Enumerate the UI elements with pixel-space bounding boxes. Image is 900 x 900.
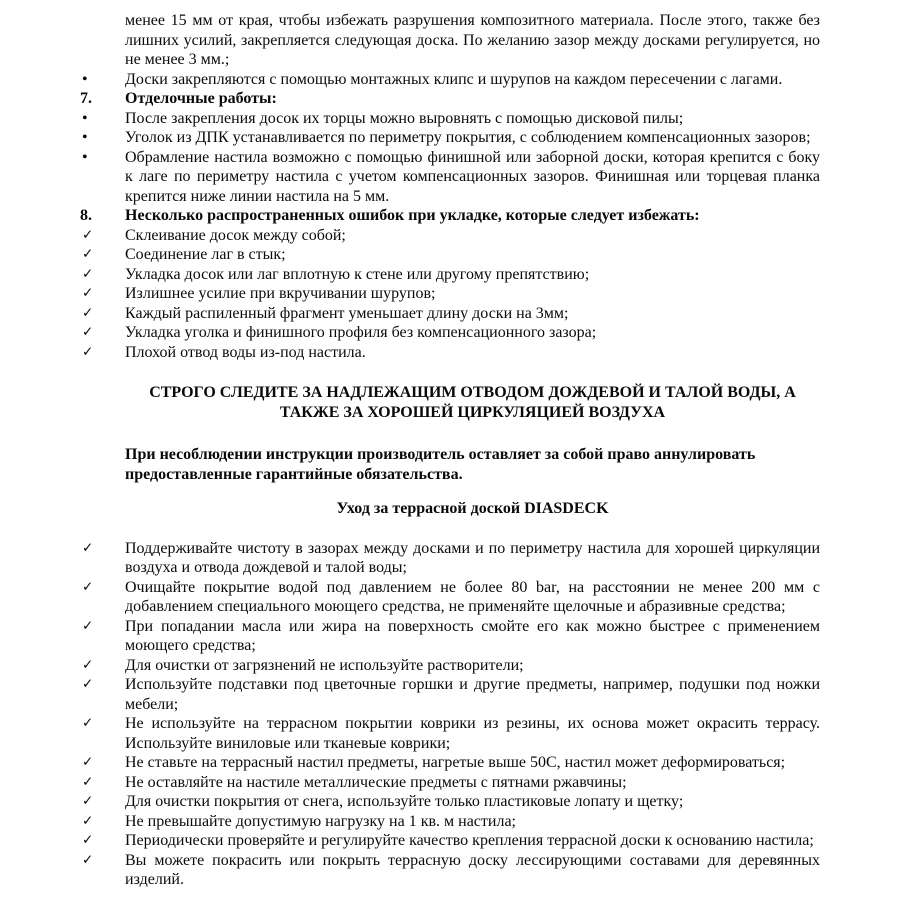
list-item — [80, 812, 820, 832]
list-item-text: Не используйте на террасном покрытии коврики из резины, их основа может окрасить террасу. Используйте виниловые или тканевые коврики; — [125, 715, 820, 752]
list-item — [80, 773, 820, 793]
list-item — [80, 539, 820, 578]
list-item-text: После закрепления досок их торцы можно выровнять с помощью дисковой пилы; — [125, 109, 684, 127]
check-icon: ✓ — [82, 656, 94, 673]
list-item — [80, 851, 820, 890]
list-item — [80, 284, 820, 304]
list-item — [80, 128, 820, 148]
list-item-text: Обрамление настила возможно с помощью финишной или заборной доски, которая крепится с боку к лаге по периметру настила с учетом компенсационных зазоров. Финишная или торцевая планка крепится ниже линии настила на 5 мм. — [125, 148, 820, 205]
list-item — [80, 831, 820, 851]
check-icon: ✓ — [82, 324, 94, 340]
check-icon: ✓ — [82, 812, 94, 829]
list-item-text: Поддерживайте чистоту в зазорах между досками и по периметру настила для хорошей циркуляции воздуха и отвода дождевой и талой воды; — [125, 539, 820, 576]
section-7-number: 7. — [80, 90, 92, 107]
list-item-text: Уголок из ДПК устанавливается по периметру покрытия, с соблюдением компенсационных зазоров; — [125, 129, 811, 146]
list-item-text: Используйте подставки под цветочные горшки и другие предметы, например, подушки под ножки мебели; — [125, 676, 820, 713]
list-item — [80, 675, 820, 714]
section-8-number: 8. — [80, 207, 92, 224]
list-item — [80, 148, 820, 207]
check-icon: ✓ — [82, 343, 94, 360]
check-icon: ✓ — [82, 676, 94, 692]
list-item — [80, 792, 820, 812]
intro-paragraph: менее 15 мм от края, чтобы избежать разрушения композитного материала. После этого, также без лишних усилий, закрепляется следующая доска. По желанию зазор между досками регулируется, но не менее 3 мм.; — [125, 12, 820, 68]
list-item — [80, 578, 820, 617]
list-item — [80, 323, 820, 343]
list-item-text: Периодически проверяйте и регулируйте качество крепления террасной доски к основанию настила; — [125, 832, 814, 849]
list-item-text: При попадании масла или жира на поверхность смойте его как можно быстрее с применением моющего средства; — [125, 617, 820, 654]
check-icon: ✓ — [82, 539, 94, 556]
list-item — [80, 656, 820, 676]
list-item-text: Не ставьте на террасный настил предметы, нагретые выше 50С, настил может деформироваться; — [125, 754, 786, 771]
list-item-text: Не оставляйте на настиле металлические предметы с пятнами ржавчины; — [125, 773, 627, 791]
list-item-text: Укладка уголка и финишного профиля без компенсационного зазора; — [125, 324, 597, 341]
check-icon: ✓ — [82, 285, 94, 301]
list-item — [80, 265, 820, 285]
list-item — [80, 109, 820, 129]
warranty-note: При несоблюдении инструкции производитель оставляет за собой право аннулировать предоставленные гарантийные обязательства. — [125, 446, 756, 483]
bullet-icon: • — [82, 148, 88, 166]
check-icon: ✓ — [82, 773, 94, 790]
list-item-text: Вы можете покрасить или покрыть террасную доску лессирующими составами для деревянных изделий. — [125, 851, 820, 888]
list-item-text: Склеивание досок между собой; — [125, 226, 346, 244]
check-icon: ✓ — [82, 226, 94, 243]
list-item-text: Доски закрепляются с помощью монтажных клипс и шурупов на каждом пересечении с лагами. — [125, 70, 783, 88]
list-item — [80, 245, 820, 265]
list-item-text: Очищайте покрытие водой под давлением не более 80 bar, на расстоянии не менее 200 мм с добавлением специального моющего средства, не применяйте щелочные и абразивные средства; — [125, 578, 820, 615]
list-item — [80, 714, 820, 753]
list-item — [80, 304, 820, 324]
bullet-icon: • — [82, 129, 88, 146]
list-item-text: Каждый распиленный фрагмент уменьшает длину доски на 3мм; — [125, 304, 569, 322]
list-item — [80, 343, 820, 363]
list-item — [80, 70, 820, 90]
check-icon: ✓ — [82, 304, 94, 321]
check-icon: ✓ — [82, 617, 94, 634]
list-item-text: Не превышайте допустимую нагрузку на 1 кв. м настила; — [125, 812, 516, 830]
bullet-icon: • — [82, 70, 88, 88]
check-icon: ✓ — [82, 793, 94, 809]
check-icon: ✓ — [82, 578, 94, 595]
list-item-text: Для очистки покрытия от снега, используйте только пластиковые лопату и щетку; — [125, 793, 684, 810]
bullet-icon: • — [82, 109, 88, 127]
check-icon: ✓ — [82, 754, 94, 770]
list-item-text: Укладка досок или лаг вплотную к стене или другому препятствию; — [125, 265, 590, 283]
list-item — [80, 753, 820, 773]
list-item-text: Соединение лаг в стык; — [125, 246, 286, 263]
section-7-title: Отделочные работы: — [125, 90, 277, 107]
section-7-heading — [80, 89, 820, 109]
check-icon: ✓ — [82, 832, 94, 848]
section-8-title: Несколько распространенных ошибок при укладке, которые следует избежать: — [125, 207, 700, 224]
list-item — [80, 617, 820, 656]
list-item — [80, 226, 820, 246]
care-heading: Уход за террасной доской DIASDECK — [336, 500, 609, 517]
warning-heading: СТРОГО СЛЕДИТЕ ЗА НАДЛЕЖАЩИМ ОТВОДОМ ДОЖДЕВОЙ И ТАЛОЙ ВОДЫ, А ТАКЖЕ ЗА ХОРОШЕЙ ЦИРКУЛЯЦИЕЙ ВОЗДУХА — [149, 384, 796, 421]
list-item-text: Излишнее усилие при вкручивании шурупов; — [125, 285, 436, 302]
document-content — [80, 11, 820, 890]
section-8-heading — [80, 206, 820, 226]
list-item-text: Плохой отвод воды из-под настила. — [125, 343, 366, 361]
check-icon: ✓ — [82, 851, 94, 868]
care-list — [80, 539, 820, 890]
check-icon: ✓ — [82, 246, 94, 262]
list-item-text: Для очистки от загрязнений не используйте растворители; — [125, 656, 524, 674]
check-icon: ✓ — [82, 715, 94, 731]
check-icon: ✓ — [82, 265, 94, 282]
